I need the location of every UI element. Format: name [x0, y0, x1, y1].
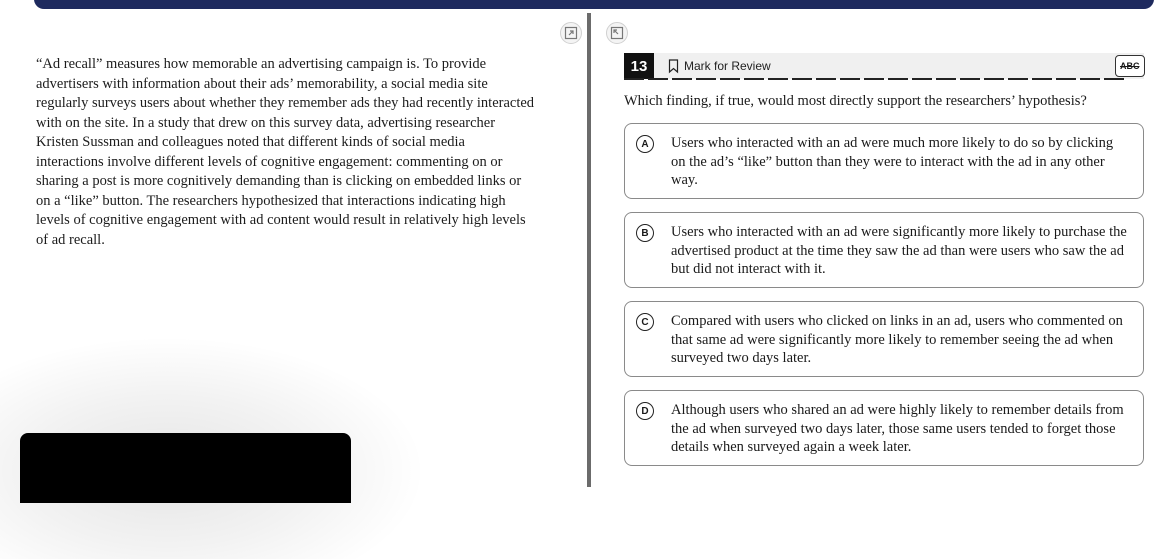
question-prompt: Which finding, if true, would most directly support the researchers’ hypothesis? — [624, 93, 1087, 109]
passage-text: “Ad recall” measures how memorable an advertising campaign is. To provide advertisers with information about their ads’ memorability, a social media site regularly surveys users about whether they remember ads they had recently interacted with on the site. In a study that drew on this survey data, advertising researcher Kristen Sussman and colleagues noted that different kinds of social media interactions involve different levels of cognitive engagement: commenting on or sharing a post is more cognitively demanding than is clicking on embedded links or on a “like” button. The researchers hypothesized that interactions indicating high levels of cognitive engagement with ad content would result in relatively high levels of ad recall. — [36, 56, 535, 248]
expand-left-button[interactable] — [560, 22, 582, 44]
option-letter-badge: A — [636, 135, 654, 153]
mark-for-review-label: Mark for Review — [684, 59, 771, 73]
bookmark-icon — [668, 59, 679, 73]
answer-option-c[interactable] — [624, 301, 1144, 377]
collapse-icon — [610, 26, 624, 40]
question-number: 13 — [624, 53, 654, 79]
passage-pane — [0, 9, 586, 487]
answer-option-d[interactable] — [624, 390, 1144, 466]
header-dashed-rule — [624, 78, 1128, 80]
option-letter-badge: D — [636, 402, 654, 420]
collapse-right-button[interactable] — [606, 22, 628, 44]
pane-divider[interactable] — [587, 13, 591, 487]
top-bar — [34, 0, 1154, 9]
strikethrough-abc-button[interactable] — [1115, 55, 1145, 77]
option-letter-badge: C — [636, 313, 654, 331]
option-text: Compared with users who clicked on links in an ad, users who commented on that same ad were significantly more likely to remember seeing the ad when surveyed two days later. — [671, 313, 1123, 366]
expand-icon — [564, 26, 578, 40]
question-header — [624, 53, 1144, 79]
option-letter-badge: B — [636, 224, 654, 242]
answer-option-b[interactable] — [624, 212, 1144, 288]
option-text: Users who interacted with an ad were much more likely to do so by clicking on the ad’s “like” button than they were to interact with the ad in any other way. — [671, 135, 1114, 188]
option-text: Users who interacted with an ad were significantly more likely to purchase the advertised product at the time they saw the ad than were users who saw the ad but did not interact with it. — [671, 224, 1127, 277]
abc-label: ABC — [1120, 61, 1140, 71]
mark-for-review-button[interactable] — [668, 58, 771, 74]
answer-option-a[interactable] — [624, 123, 1144, 199]
option-text: Although users who shared an ad were highly likely to remember details from the ad when surveyed two days later, those same users tended to forget those details when surveyed again a week later. — [671, 402, 1124, 455]
black-overlay — [20, 433, 351, 503]
